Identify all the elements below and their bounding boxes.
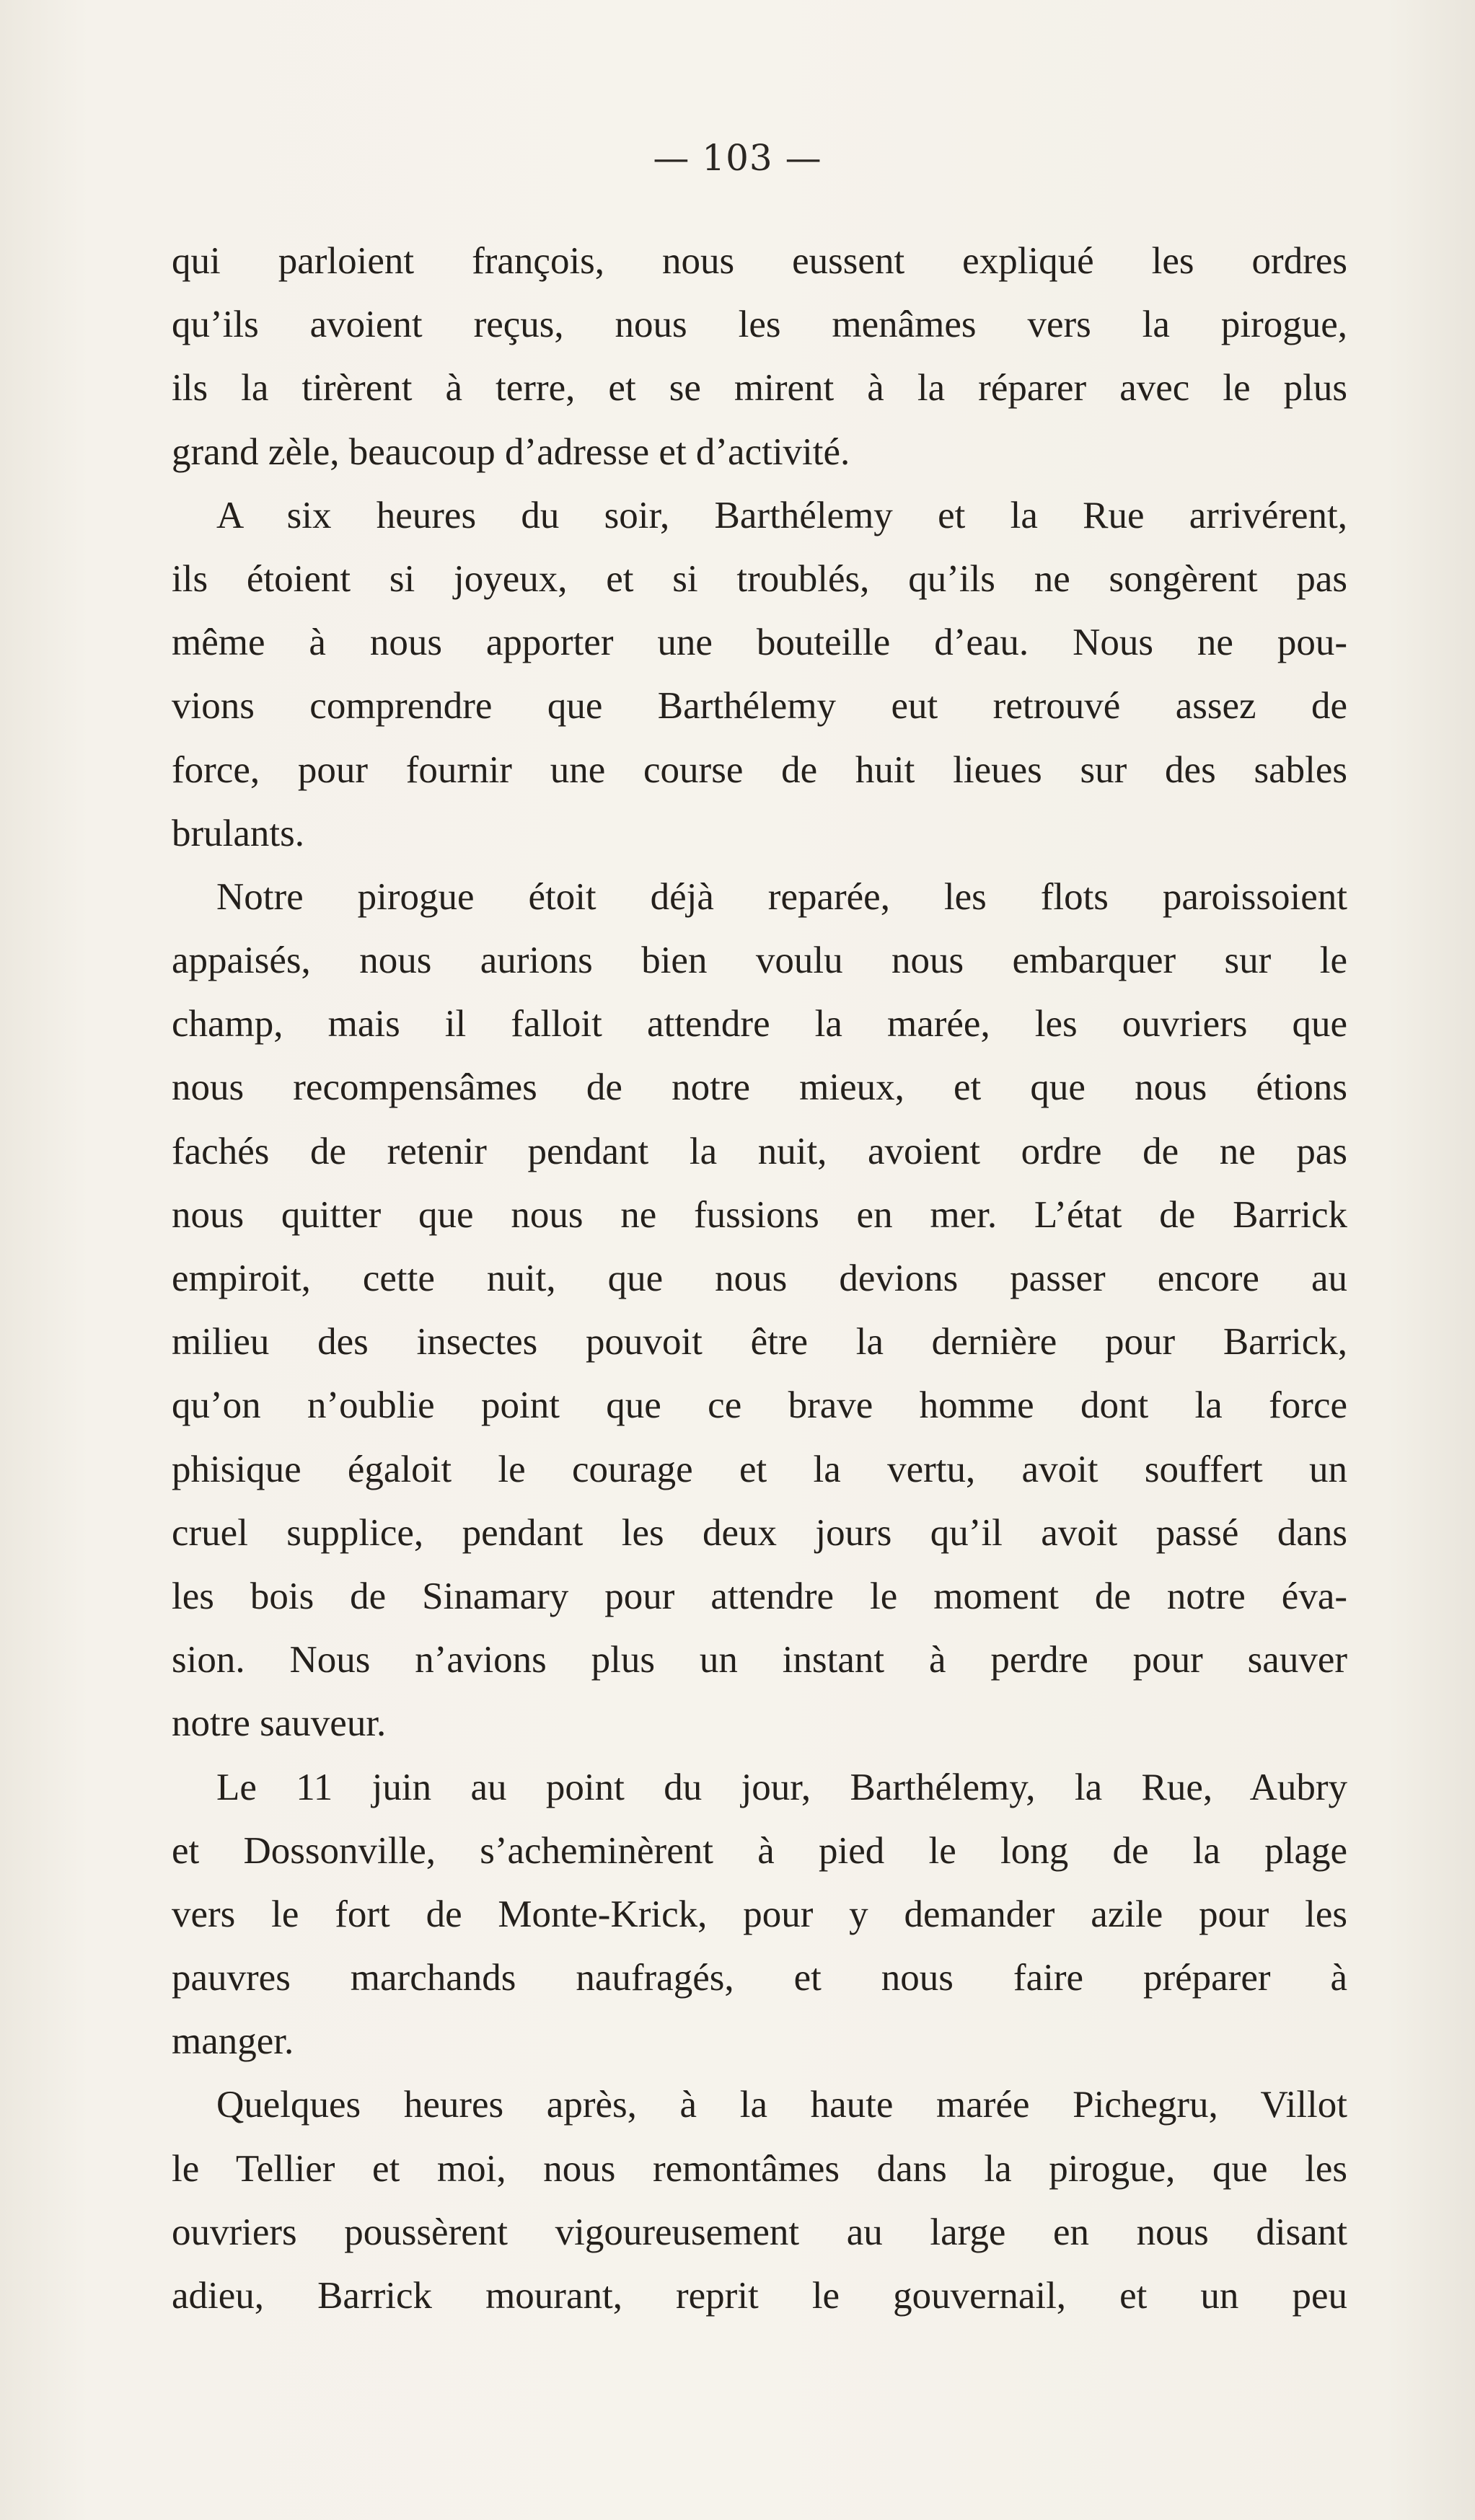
- text-line: même à nous apporter une bouteille d’eau. Nous ne pou-: [172, 622, 1347, 664]
- text-line: notre sauveur.: [172, 1702, 387, 1745]
- page-number: — 103 —: [653, 137, 822, 179]
- text-line: A six heures du soir, Barthélemy et la Rue arrivérent,: [216, 494, 1347, 536]
- text-line: pauvres marchands naufragés, et nous faire préparer à: [172, 1957, 1347, 1999]
- text-line: grand zèle, beaucoup d’adresse et d’activité.: [172, 430, 850, 473]
- text-line: fachés de retenir pendant la nuit, avoient ordre de ne pas: [172, 1130, 1347, 1172]
- text-line: Quelques heures après, à la haute marée Pichegru, Villot: [216, 2084, 1347, 2126]
- text-line: phisique égaloit le courage et la vertu, avoit souffert un: [172, 1448, 1347, 1490]
- text-line: force, pour fournir une course de huit lieues sur des sables: [172, 748, 1347, 791]
- text-line: nous quitter que nous ne fussions en mer. L’état de Barrick: [172, 1193, 1347, 1236]
- text-line: ouvriers poussèrent vigoureusement au large en nous disant: [172, 2211, 1347, 2253]
- text-line: cruel supplice, pendant les deux jours qu’il avoit passé dans: [172, 1511, 1347, 1554]
- text-line: qu’on n’oublie point que ce brave homme dont la force: [172, 1384, 1347, 1427]
- text-line: sion. Nous n’avions plus un instant à perdre pour sauver: [172, 1639, 1347, 1681]
- text-line: appaisés, nous aurions bien voulu nous embarquer sur le: [172, 940, 1347, 982]
- text-line: vions comprendre que Barthélemy eut retrouvé assez de: [172, 685, 1347, 728]
- text-line: empiroit, cette nuit, que nous devions passer encore au: [172, 1257, 1347, 1299]
- body-text: [172, 229, 1347, 2327]
- text-line: milieu des insectes pouvoit être la dernière pour Barrick,: [172, 1321, 1347, 1363]
- text-line: et Dossonville, s’acheminèrent à pied le long de la plage: [172, 1829, 1347, 1872]
- text-line: champ, mais il falloit attendre la marée, les ouvriers que: [172, 1003, 1347, 1045]
- text-line: les bois de Sinamary pour attendre le moment de notre éva-: [172, 1575, 1347, 1617]
- text-line: nous recompensâmes de notre mieux, et que nous étions: [172, 1066, 1347, 1109]
- text-line: le Tellier et moi, nous remontâmes dans la pirogue, que les: [172, 2147, 1347, 2190]
- text-line: Le 11 juin au point du jour, Barthélemy, la Rue, Aubry: [216, 1766, 1347, 1808]
- text-line: brulants.: [172, 812, 304, 854]
- text-line: ils la tirèrent à terre, et se mirent à la réparer avec le plus: [172, 367, 1347, 410]
- text-line: adieu, Barrick mourant, reprit le gouvernail, et un peu: [172, 2275, 1347, 2317]
- text-line: manger.: [172, 2020, 294, 2063]
- text-line: qui parloient françois, nous eussent expliqué les ordres: [172, 240, 1347, 282]
- text-line: vers le fort de Monte-Krick, pour y demander azile pour les: [172, 1893, 1347, 1935]
- text-line: ils étoient si joyeux, et si troublés, qu’ils ne songèrent pas: [172, 557, 1347, 600]
- text-line: qu’ils avoient reçus, nous les menâmes vers la pirogue,: [172, 304, 1347, 346]
- text-line: Notre pirogue étoit déjà reparée, les flots paroissoient: [216, 875, 1347, 918]
